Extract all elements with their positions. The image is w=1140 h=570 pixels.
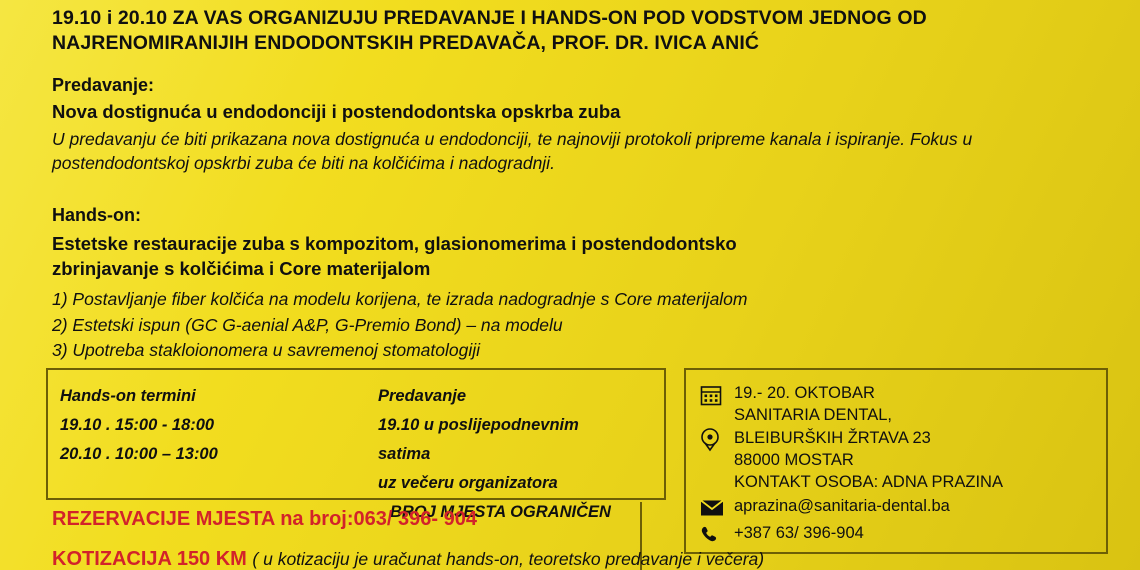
lecture-schedule-extra: uz večeru organizatora [378, 473, 558, 492]
lecture-schedule-heading: Predavanje [378, 387, 467, 405]
contact-date-block [734, 382, 892, 426]
contact-phone-block[interactable] [734, 522, 864, 544]
contact-phone[interactable]: +387 63/ 396-904 [734, 523, 864, 542]
lecture-description: U predavanju će biti prikazana nova dostignuća u endodonciji, te najnoviji protokoli pripreme kanala i ispiranje. Fokus u postendodontskoj opskrbi zuba će biti na kolčićima i nadogradnji. [52, 129, 973, 173]
fee-line [52, 548, 764, 570]
contact-box [684, 368, 1108, 554]
fee-note: ( u kotizaciju je uračunat hands-on, teoretsko predavanje i večera) [252, 549, 765, 569]
handson-schedule-time: 20.10 . 10:00 – 13:00 [60, 444, 218, 463]
lecture-title: Nova dostignuća u endodonciji i postendodontska opskrba zuba [52, 101, 621, 122]
fee-amount: KOTIZACIJA 150 KM [52, 548, 247, 570]
handson-title-line2: zbrinjavanje s kolčićima i Core materijalom [52, 257, 431, 279]
lecture-schedule-time-line1: 19.10 u poslijepodnevnim [378, 415, 579, 434]
envelope-icon [700, 495, 734, 521]
handson-item: 2) Estetski ispun (GC G-aenial A&P, G-Premio Bond) – na modelu [52, 314, 563, 335]
contact-address-line1: BLEIBURŠKIH ŽRTAVA 23 [734, 429, 931, 448]
handson-schedule-heading: Hands-on termini [60, 387, 196, 405]
handson-schedule-column [60, 382, 360, 469]
reservation-line: REZERVACIJE MJESTA na broj:063/ 396- 904 [52, 508, 477, 530]
contact-person: KONTAKT OSOBA: ADNA PRAZINA [734, 473, 1003, 492]
handson-title-line1: Estetske restauracije zuba s kompozitom, glasionomerima i postendodontsko [52, 233, 737, 254]
lecture-schedule-time-line2: satima [378, 444, 431, 463]
page-title: 19.10 i 20.10 ZA VAS ORGANIZUJU PREDAVANJE I HANDS-ON POD VODSTVOM JEDNOG OD NAJRENOMIRANIJIH ENDODONTSKIH PREDAVAČA, PROF. DR. IVICA ANIĆ [52, 7, 927, 54]
contact-row-phone [700, 522, 1096, 548]
lecture-schedule-column [378, 382, 658, 526]
phone-icon [700, 522, 734, 548]
limited-seats-note: BROJ MJESTA OGRANIČEN [390, 502, 611, 521]
lecture-section-label: Predavanje: [52, 75, 155, 95]
contact-address-line2: 88000 MOSTAR [734, 451, 854, 470]
calendar-icon [700, 382, 734, 408]
location-pin-icon [700, 427, 734, 453]
contact-row-date [700, 382, 1096, 426]
contact-email[interactable]: aprazina@sanitaria-dental.ba [734, 496, 950, 515]
contact-row-address [700, 427, 1096, 493]
handson-items [52, 288, 1112, 365]
contact-address-block [734, 427, 1003, 493]
handson-title [52, 232, 1062, 282]
contact-date: 19.- 20. OKTOBAR [734, 384, 875, 402]
handson-section-label: Hands-on: [52, 205, 141, 225]
contact-rows [700, 382, 1096, 549]
contact-company: SANITARIA DENTAL, [734, 406, 893, 425]
handson-item: 3) Upotreba stakloionomera u savremenoj stomatologiji [52, 340, 480, 361]
contact-row-email [700, 495, 1096, 521]
handson-schedule-time: 19.10 . 15:00 - 18:00 [60, 415, 215, 434]
contact-email-block[interactable] [734, 495, 950, 517]
handson-item: 1) Postavljanje fiber kolčića na modelu korijena, te izrada nadogradnje s Core materijalom [52, 289, 748, 309]
